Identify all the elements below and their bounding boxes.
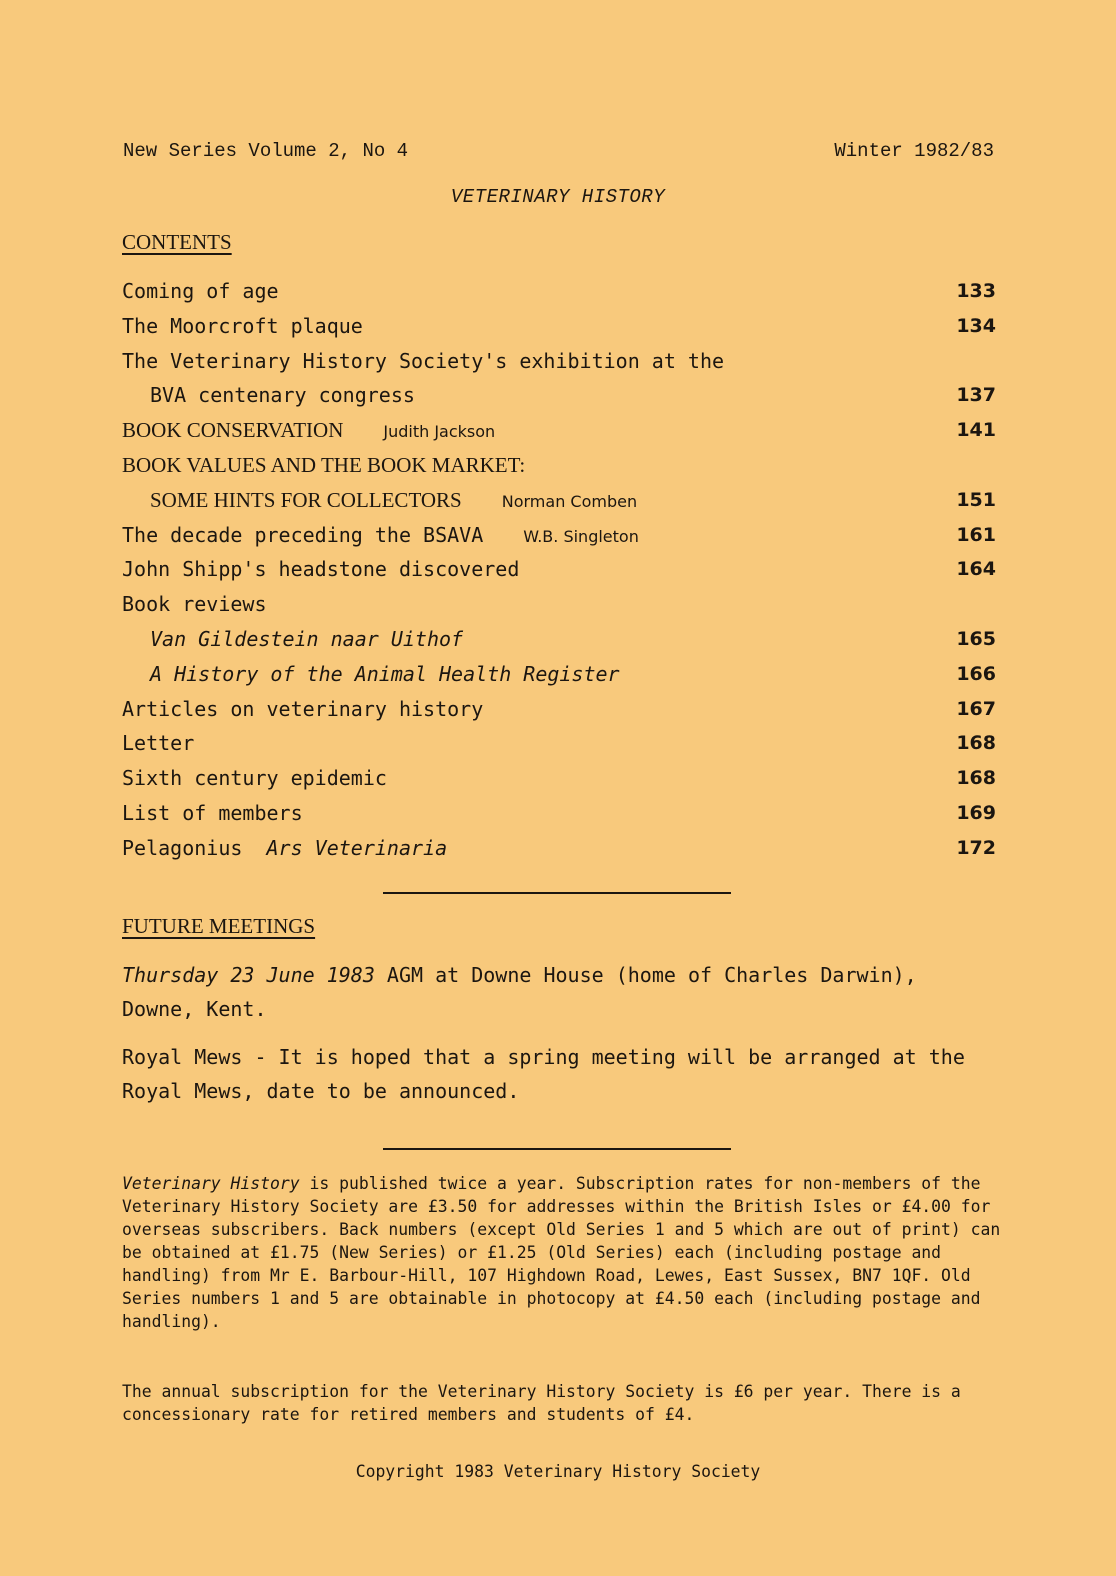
subscription-info [122,1172,1002,1333]
toc-title: The Moorcroft plaque [122,313,363,338]
subscription-text: is published twice a year. Subscription rates for non-members of the Veterinary History Society are £3.50 for addresses within the British Isles or £4.00 for overseas subscribers. Back numbers (except Old Series 1 and 5 which are out of print) can be obtained at £1.75 (New Series) or £1.25 (Old Series) each (including postage and handling) from Mr E. Barbour-Hill, 107 Highdown Road, Lewes, East Sussex, BN7 1QF. Old Series numbers 1 and 5 are obtainable in photocopy at £4.50 each (including postage and handling). [122,1174,1001,1331]
toc-page: 172 [956,836,996,859]
future-meetings-heading: FUTURE MEETINGS [122,914,316,938]
toc-page: 161 [956,523,996,546]
toc-entry [122,798,996,833]
toc-page: 141 [956,419,996,442]
toc-entry [122,276,996,311]
toc-page: 134 [956,314,996,337]
society-subscription: The annual subscription for the Veterinary History Society is £6 per year. There is a concessionary rate for retired members and students of £4. [122,1382,961,1424]
toc-author: Judith Jackson [383,422,496,442]
toc-entry [122,694,996,729]
toc-page: 167 [956,697,996,720]
toc-entry [122,554,996,589]
toc-title: BOOK VALUES AND THE BOOK MARKET: [122,452,526,477]
toc-title: BVA centenary congress [150,383,415,408]
toc-title: Pelagonius [122,835,243,860]
toc-title: A History of the Animal Health Register [150,661,620,686]
toc-page: 166 [956,662,996,685]
toc-entry [122,728,996,763]
toc-entry [122,763,996,798]
table-of-contents [122,276,996,868]
toc-entry [122,415,996,450]
toc-page: 165 [956,627,996,650]
toc-title: Van Gildestein naar Uithof [150,626,464,651]
toc-title: Articles on veterinary history [122,696,484,721]
toc-page: 164 [956,558,996,581]
issue-season: Winter 1982/83 [834,140,994,162]
toc-author: Norman Comben [501,491,638,511]
toc-title: SOME HINTS FOR COLLECTORS [150,487,462,512]
toc-title-italic: Ars Veterinaria [266,835,448,860]
toc-title: Sixth century epidemic [122,766,387,791]
toc-entry [122,624,996,659]
meeting-royal-mews: Royal Mews - It is hoped that a spring meeting will be arranged at the Royal Mews, date to be announced. [122,1045,965,1103]
toc-page: 169 [956,801,996,824]
journal-name: Veterinary History [122,1174,300,1193]
toc-title: Book reviews [122,592,267,617]
toc-author: W.B. Singleton [523,526,639,546]
journal-title: VETERINARY HISTORY [450,186,666,208]
toc-entry [122,659,996,694]
toc-entry [122,485,996,520]
toc-title: Coming of age [122,279,279,303]
toc-entry [122,346,996,381]
meeting-date: Thursday 23 June 1983 [122,963,375,987]
toc-page: 151 [956,488,996,511]
section-divider [383,1148,731,1150]
toc-title: The decade preceding the BSAVA [122,522,484,547]
toc-title: The Veterinary History Society's exhibition at the [122,348,725,373]
toc-page: 168 [956,732,996,755]
toc-page: 168 [956,767,996,790]
toc-entry [122,450,996,485]
toc-entry [122,520,996,555]
toc-entry [122,311,996,346]
toc-page: 133 [956,280,996,302]
toc-title: List of members [122,800,303,825]
meeting-description: AGM at Downe House (home of Charles Darwin), Downe, Kent. [122,963,917,1021]
copyright-notice: Copyright 1983 Veterinary History Society [355,1462,761,1481]
toc-title: Letter [122,731,195,756]
toc-title: John Shipp's headstone discovered [122,557,520,582]
contents-heading: CONTENTS [122,230,232,254]
toc-title: BOOK CONSERVATION [122,418,344,443]
section-divider [383,892,731,894]
toc-entry [122,380,996,415]
toc-entry [122,833,996,868]
meeting-agm [122,958,982,1026]
toc-page: 137 [956,384,996,407]
series-volume: New Series Volume 2, No 4 [123,140,409,162]
toc-entry [122,589,996,624]
